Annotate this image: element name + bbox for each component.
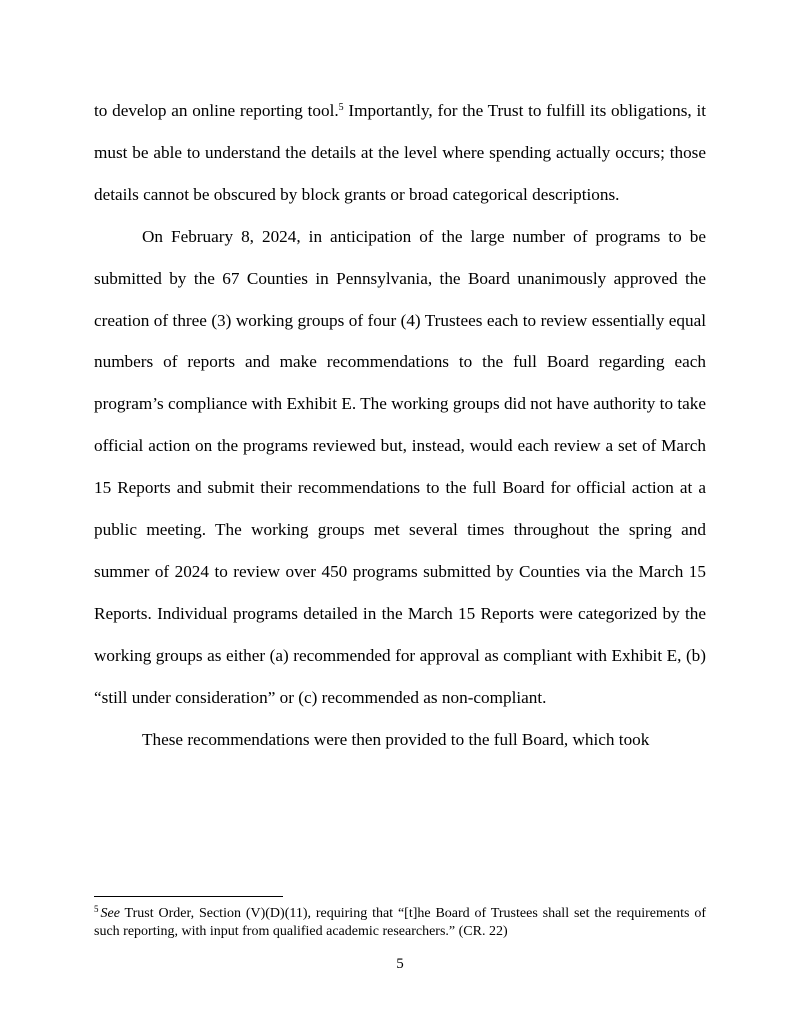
footnote-number: 5 [94, 904, 99, 914]
page-number: 5 [396, 956, 404, 972]
footnote-separator [94, 896, 283, 897]
paragraph-1 [94, 90, 706, 216]
paragraph-2: On February 8, 2024, in anticipation of the large number of programs to be submitted by the 67 Counties in Pennsylvania, the Board unanimously approved the creation of three (3) working groups of four (4) Trustees each to review essentially equal numbers of reports and make recommendations to the full Board regarding each program’s compliance with Exhibit E. The working groups did not have authority to take official action on the programs reviewed but, instead, would each review a set of March 15 Reports and submit their recommendations to the full Board for official action at a public meeting. The working groups met several times throughout the spring and summer of 2024 to review over 450 programs submitted by Counties via the March 15 Reports. Individual programs detailed in the March 15 Reports were categorized by the working groups as either (a) recommended for approval as compliant with Exhibit E, (b) “still under consideration” or (c) recommended as non-compliant. [94, 226, 706, 707]
footnote [94, 905, 706, 941]
paragraph-1-text-start: to develop an online reporting tool. [94, 101, 339, 120]
body-text [94, 90, 706, 761]
footnote-signal: See [100, 906, 120, 921]
paragraph-3: These recommendations were then provided to the full Board, which took [142, 729, 650, 749]
footnote-reference[interactable]: 5 [338, 102, 344, 113]
paragraph-1-text-end: Importantly, for the Trust to fulfill its obligations, it must be able to understand the details at the level where spending actually occurs; those details cannot be obscured by block grants or broad categorical descriptions. [94, 101, 706, 204]
footnote-text: Trust Order, Section (V)(D)(11), requiring that “[t]he Board of Trustees shall set the requirements of such reporting, with input from qualified academic researchers.” (CR. 22) [94, 906, 706, 939]
